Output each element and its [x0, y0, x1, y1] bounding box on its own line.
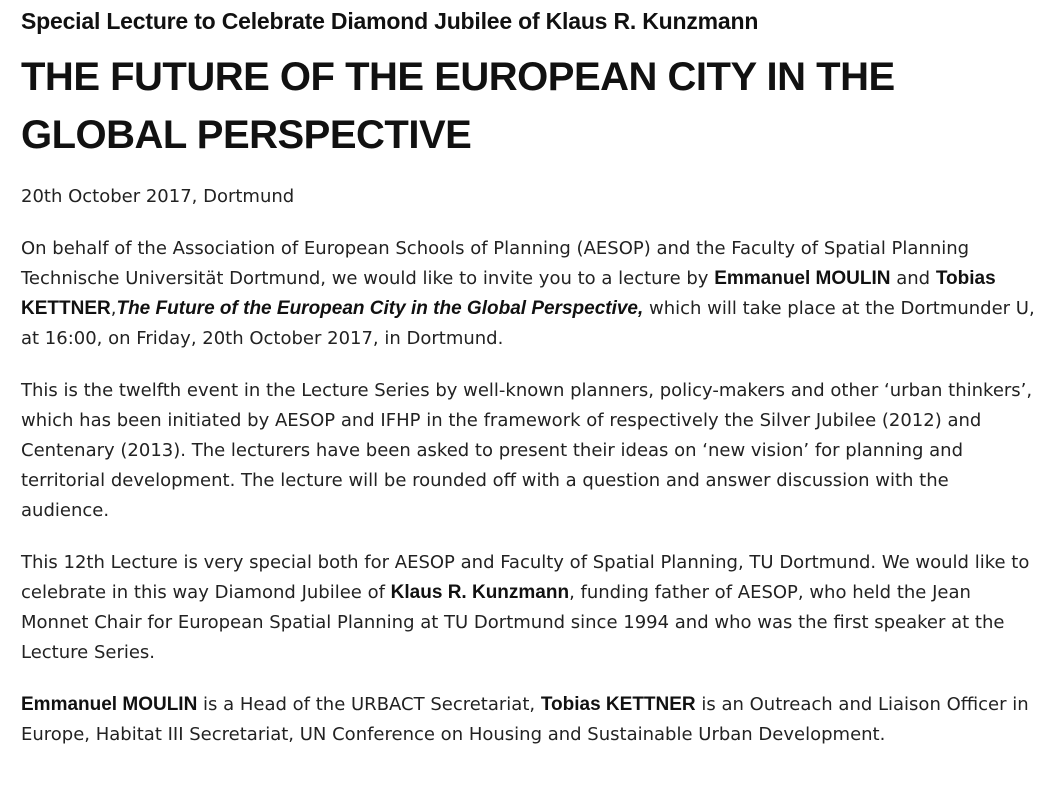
honoree-name: Klaus R. Kunzmann [390, 582, 570, 603]
date-location: 20th October 2017, Dortmund [21, 186, 295, 207]
paragraph-speakers [21, 690, 1036, 750]
paragraph-invitation [21, 234, 1036, 354]
article-subtitle: Special Lecture to Celebrate Diamond Jubilee of Klaus R. Kunzmann [21, 8, 759, 34]
speaker-name: Emmanuel MOULIN [714, 268, 891, 289]
lecture-title: The Future of the European City in the Global Perspective, [116, 298, 644, 319]
text: and [890, 268, 936, 289]
text: , [110, 298, 117, 319]
text: On behalf of the Association of European Schools of Planning (AESOP) and the Faculty of Spatial Planning Technische Universität Dortmund, we would like to invite you to a lecture by [21, 238, 970, 289]
paragraph-series: This is the twelfth event in the Lecture Series by well-known planners, policy-makers and other ‘urban thinkers’, which has been initiated by AESOP and IFHP in the framework of respectively the Silver Jubilee (2012) and Centenary (2013). The lecturers have been asked to present their ideas on ‘new vision’ for planning and territorial development. The lecture will be rounded off with a question and answer discussion with the audience. [21, 380, 1033, 521]
text: , funding father of AESOP, who held the Jean Monnet Chair for European Spatial Planning at TU Dortmund since 1994 and who was the first speaker at the Lecture Series. [21, 582, 1005, 663]
text: This 12th Lecture is very special both for AESOP and Faculty of Spatial Planning, TU Dortmund. We would like to celebrate in this way Diamond Jubilee of [21, 552, 1030, 603]
text: which will take place at the Dortmunder U, at 16:00, on Friday, 20th October 2017, in Dortmund. [21, 298, 1035, 349]
text: is an Outreach and Liaison Officer in Europe, Habitat III Secretariat, UN Conference on Housing and Sustainable Urban Development. [21, 694, 1029, 745]
speaker-name: Tobias KETTNER [21, 268, 996, 319]
speaker-name: Tobias KETTNER [540, 694, 696, 715]
text: is a Head of the URBACT Secretariat, [197, 694, 541, 715]
article [0, 6, 1056, 791]
article-title: THE FUTURE OF THE EUROPEAN CITY IN THE GLOBAL PERSPECTIVE [21, 55, 895, 157]
speaker-name: Emmanuel MOULIN [21, 694, 198, 715]
paragraph-jubilee [21, 548, 1036, 668]
